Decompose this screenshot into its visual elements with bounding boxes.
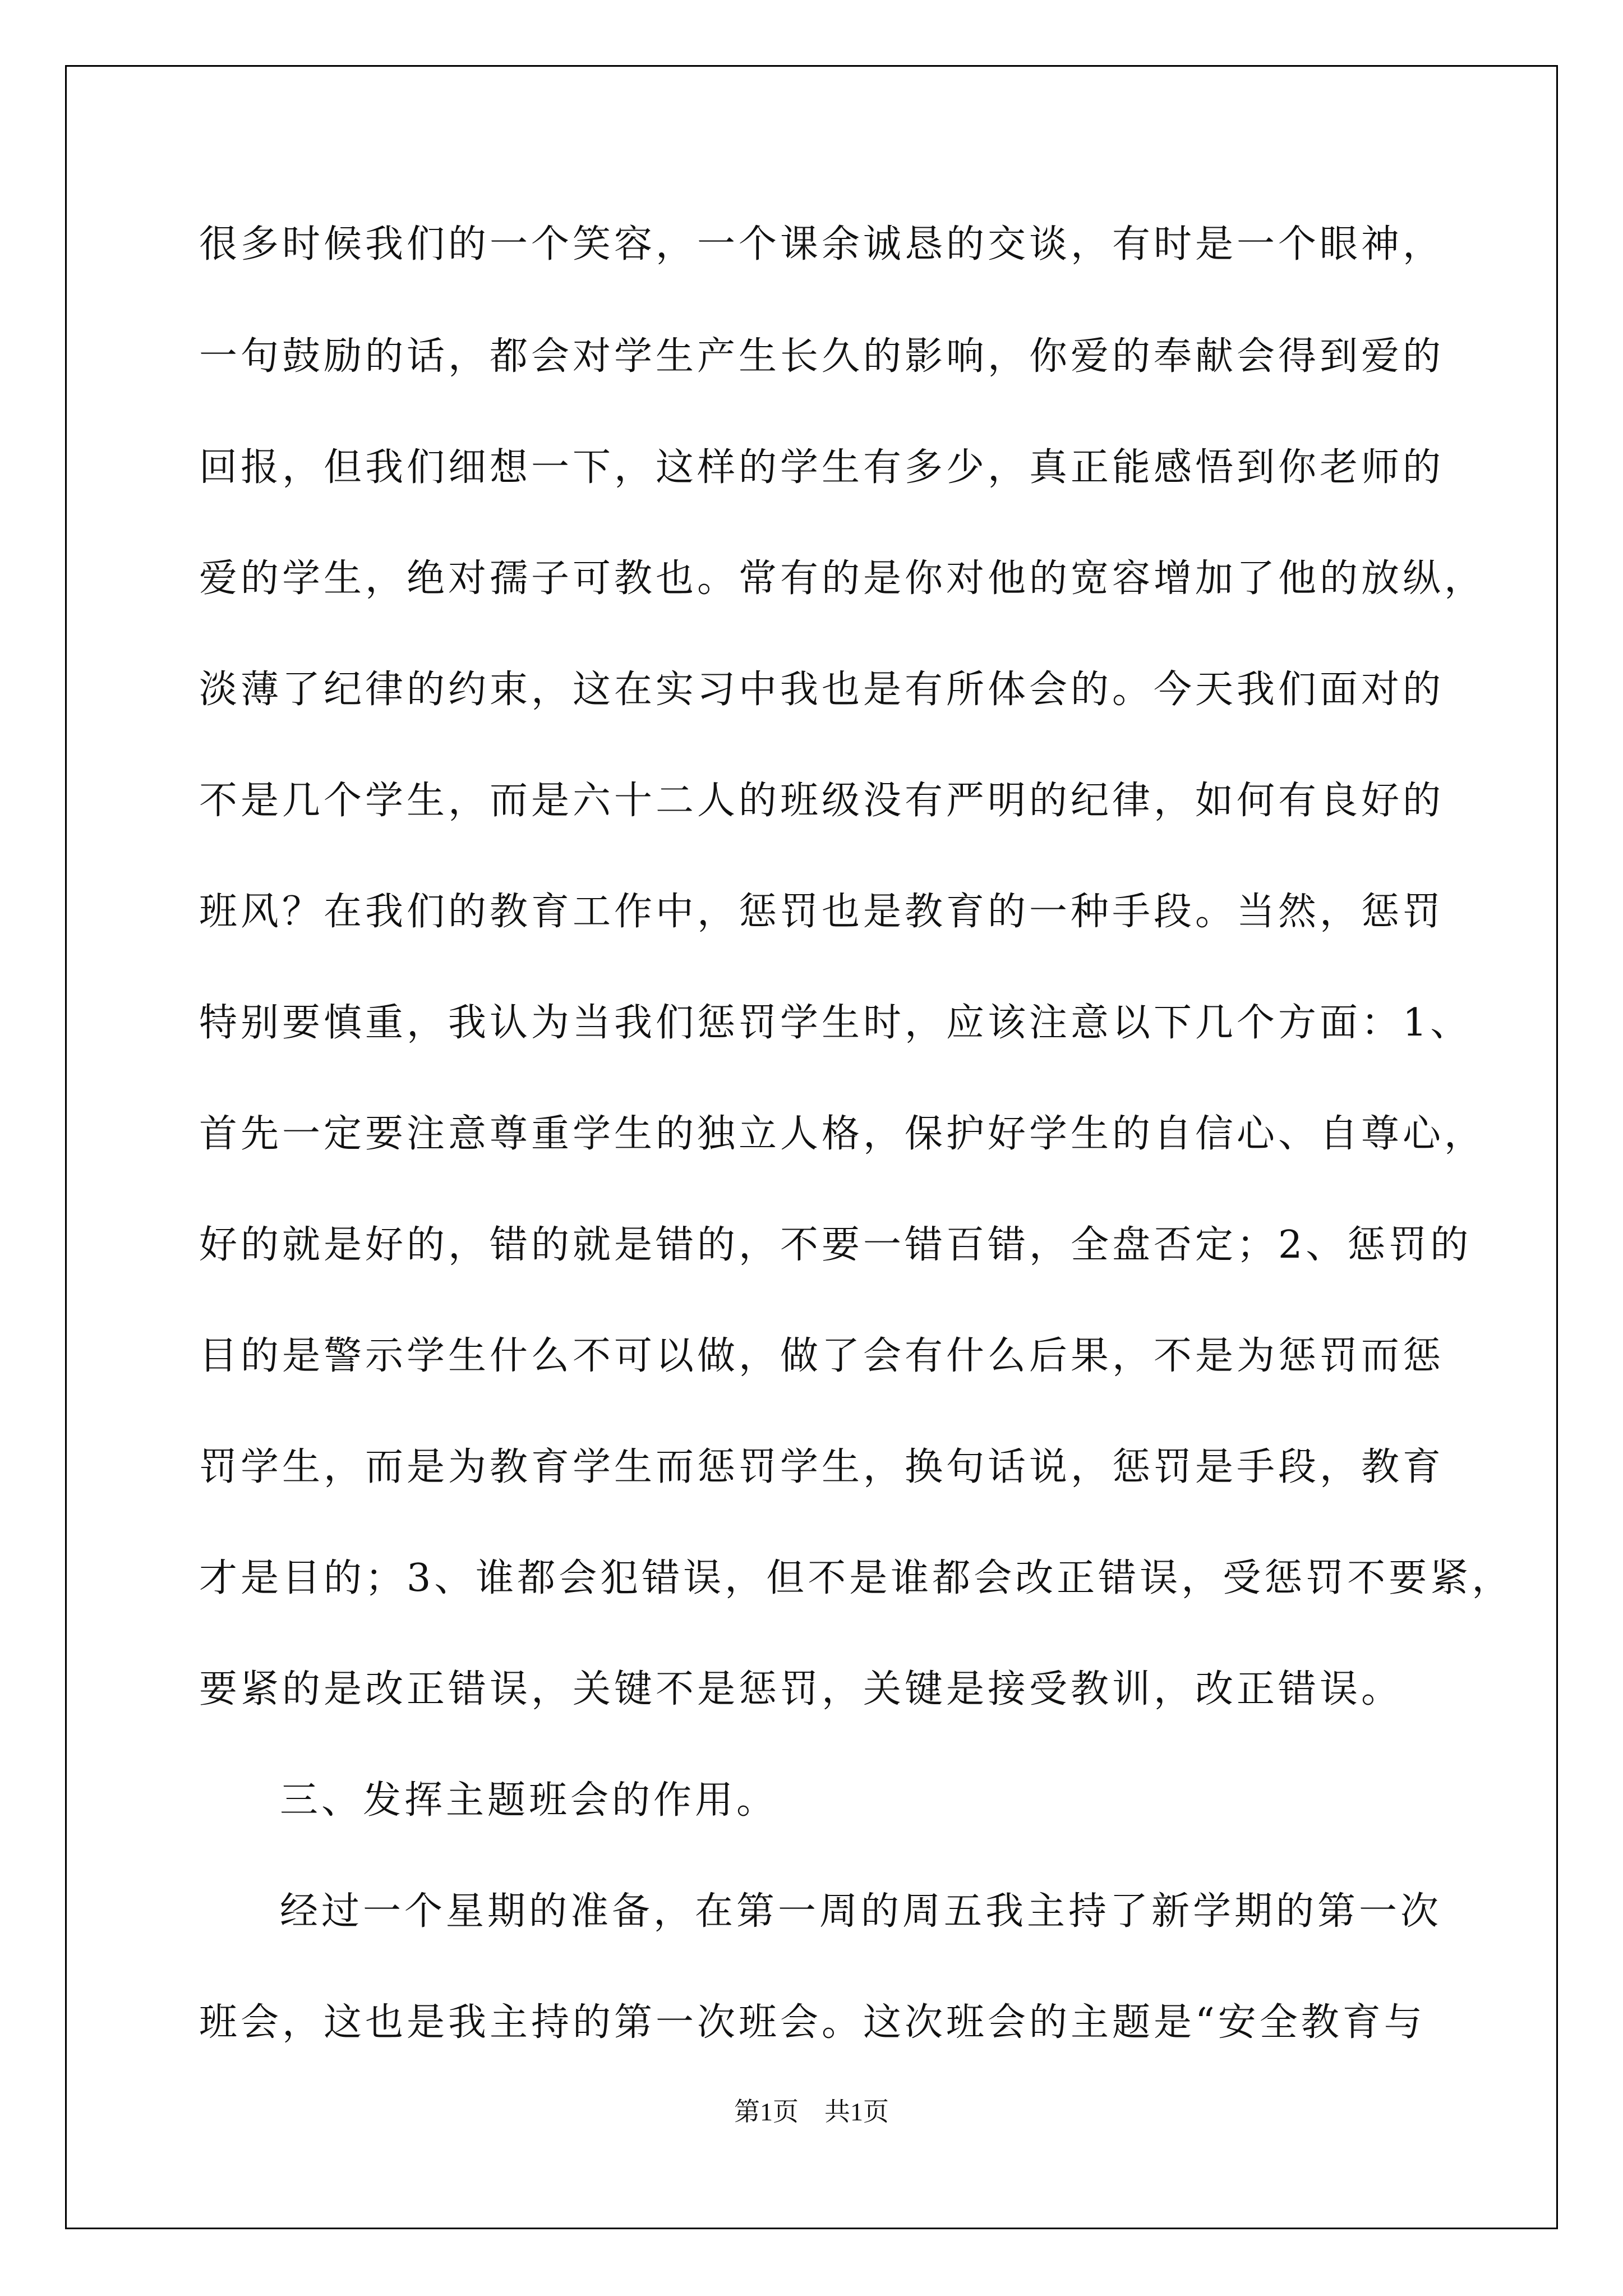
text-line-6: 不是几个学生，而是六十二人的班级没有严明的纪律，如何有良好的 [199,779,1445,823]
text-line-4: 爱的学生，绝对孺子可教也。常有的是你对他的宽容增加了他的放纵， [199,556,1486,601]
section-heading: 三、发挥主题班会的作用。 [280,1778,778,1823]
text-line-16: 经过一个星期的准备，在第一周的周五我主持了新学期的第一次 [280,1889,1442,1934]
text-line-3: 回报，但我们细想一下，这样的学生有多少，真正能感悟到你老师的 [199,445,1445,490]
text-line-11: 目的是警示学生什么不可以做，做了会有什么后果，不是为惩罚而惩 [199,1334,1445,1378]
text-line-13: 才是目的；3、谁都会犯错误，但不是谁都会改正错误，受惩罚不要紧， [199,1556,1514,1600]
page-number-footer: 第1页 共1页 [734,2097,889,2126]
text-line-2: 一句鼓励的话，都会对学生产生长久的影响，你爱的奉献会得到爱的 [199,334,1445,379]
text-line-5: 淡薄了纪律的约束，这在实习中我也是有所体会的。今天我们面对的 [199,668,1445,712]
text-line-8: 特别要慎重，我认为当我们惩罚学生时，应该注意以下几个方面：1、 [199,1001,1472,1045]
text-line-7: 班风？在我们的教育工作中，惩罚也是教育的一种手段。当然，惩罚 [199,890,1445,934]
text-line-10: 好的就是好的，错的就是错的，不要一错百错，全盘否定；2、惩罚的 [199,1223,1472,1267]
text-line-1: 很多时候我们的一个笑容，一个课余诚恳的交谈，有时是一个眼神， [199,222,1445,266]
text-line-9: 首先一定要注意尊重学生的独立人格，保护好学生的自信心、自尊心， [199,1112,1486,1156]
text-line-12: 罚学生，而是为教育学生而惩罚学生，换句话说，惩罚是手段，教育 [199,1445,1445,1489]
text-line-14: 要紧的是改正错误，关键不是惩罚，关键是接受教训，改正错误。 [199,1667,1403,1711]
text-line-17: 班会，这也是我主持的第一次班会。这次班会的主题是“安全教育与 [199,2000,1426,2045]
